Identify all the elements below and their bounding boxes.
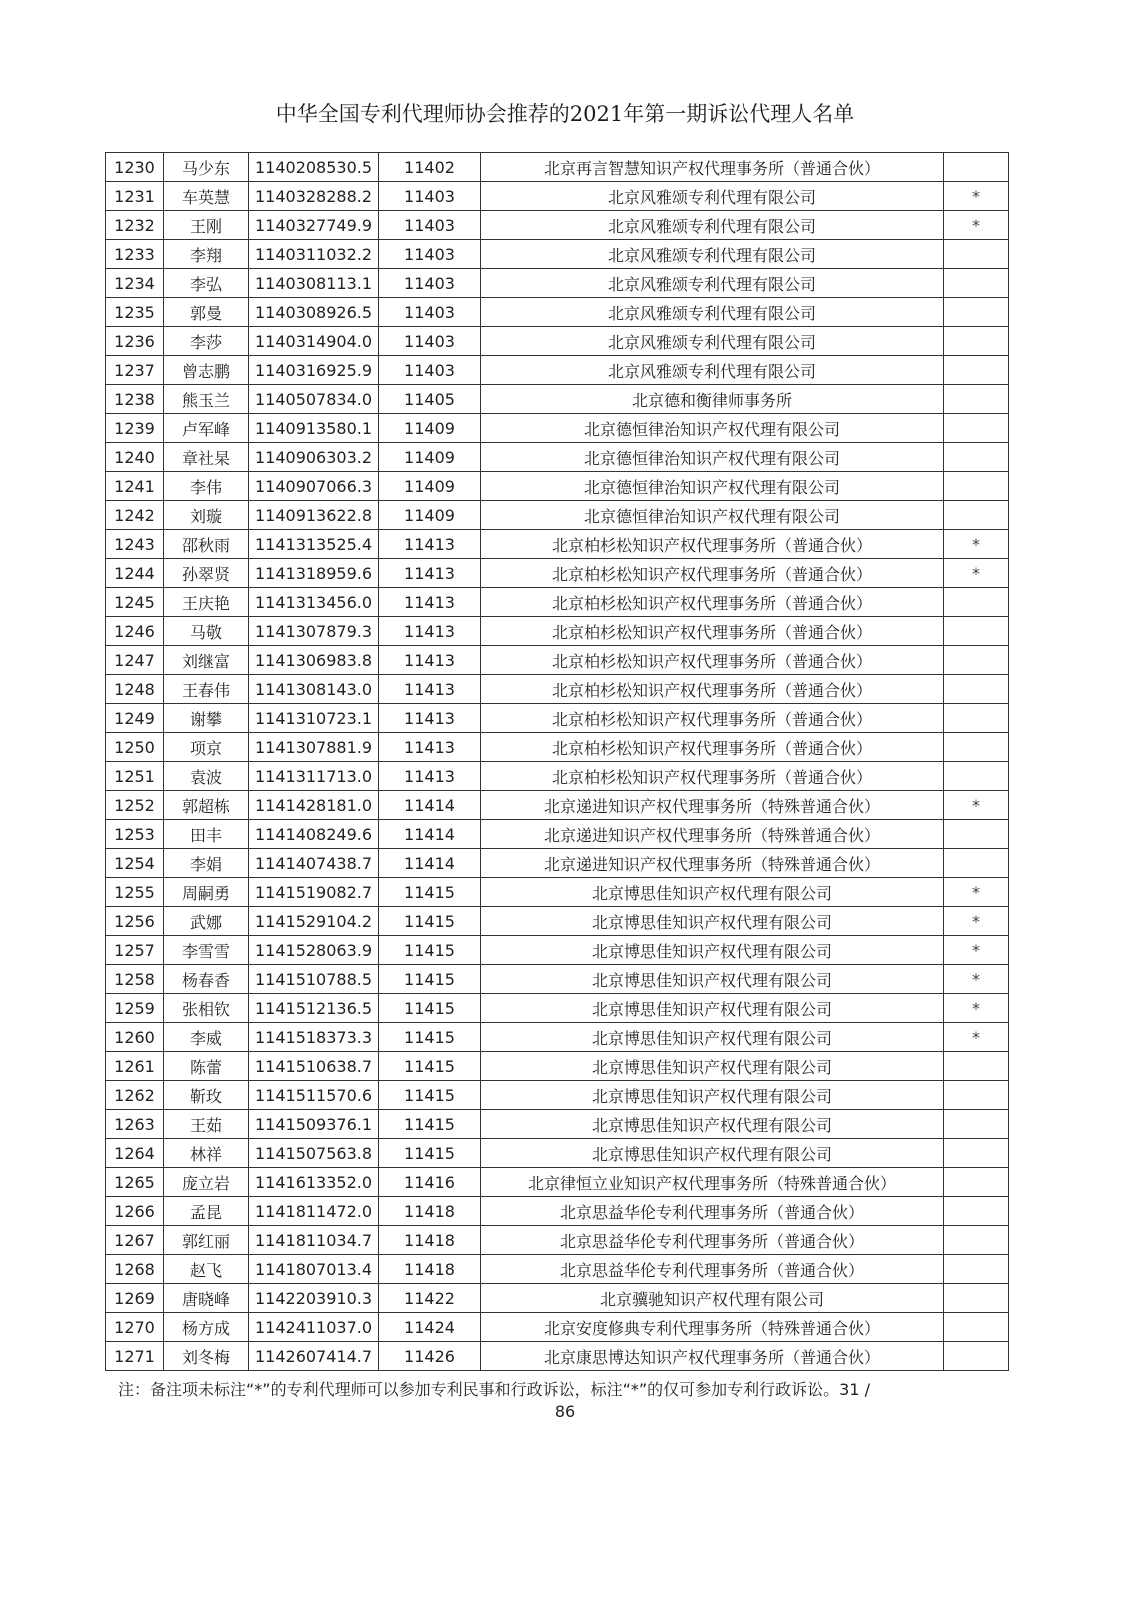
agency-code: 11403 <box>379 182 481 211</box>
agency-name: 北京博思佳知识产权代理有限公司 <box>481 1023 944 1052</box>
certificate-number: 1142203910.3 <box>249 1284 379 1313</box>
table-row <box>106 414 1009 443</box>
row-number: 1256 <box>106 907 164 936</box>
agency-name: 北京柏杉松知识产权代理事务所（普通合伙） <box>481 530 944 559</box>
certificate-number: 1141528063.9 <box>249 936 379 965</box>
row-number: 1241 <box>106 472 164 501</box>
agent-name: 刘冬梅 <box>164 1342 249 1371</box>
table-row <box>106 153 1009 182</box>
agent-name: 李威 <box>164 1023 249 1052</box>
table-row <box>106 1342 1009 1371</box>
certificate-number: 1140311032.2 <box>249 240 379 269</box>
certificate-number: 1141313456.0 <box>249 588 379 617</box>
agent-name: 邵秋雨 <box>164 530 249 559</box>
agency-name: 北京柏杉松知识产权代理事务所（普通合伙） <box>481 733 944 762</box>
certificate-number: 1141428181.0 <box>249 791 379 820</box>
agent-name: 谢攀 <box>164 704 249 733</box>
remark-mark <box>944 327 1009 356</box>
agency-code: 11405 <box>379 385 481 414</box>
agency-name: 北京递进知识产权代理事务所（特殊普通合伙） <box>481 820 944 849</box>
agent-name: 袁波 <box>164 762 249 791</box>
table-row <box>106 559 1009 588</box>
table-row <box>106 588 1009 617</box>
remark-mark <box>944 1255 1009 1284</box>
agency-name: 北京德恒律治知识产权代理有限公司 <box>481 501 944 530</box>
agency-code: 11426 <box>379 1342 481 1371</box>
remark-mark <box>944 385 1009 414</box>
row-number: 1269 <box>106 1284 164 1313</box>
remark-mark <box>944 675 1009 704</box>
agency-code: 11413 <box>379 762 481 791</box>
agent-name: 刘继富 <box>164 646 249 675</box>
agency-code: 11402 <box>379 153 481 182</box>
agency-code: 11409 <box>379 472 481 501</box>
agent-name: 熊玉兰 <box>164 385 249 414</box>
certificate-number: 1140907066.3 <box>249 472 379 501</box>
table-row <box>106 646 1009 675</box>
agency-name: 北京柏杉松知识产权代理事务所（普通合伙） <box>481 617 944 646</box>
agent-name: 李伟 <box>164 472 249 501</box>
agent-name: 杨方成 <box>164 1313 249 1342</box>
agency-name: 北京博思佳知识产权代理有限公司 <box>481 1052 944 1081</box>
remark-mark <box>944 1139 1009 1168</box>
footnote: 注：备注项未标注“*”的专利代理师可以参加专利民事和行政诉讼，标注“*”的仅可参加专利行政诉讼。31 / <box>118 1380 870 1399</box>
agency-code: 11415 <box>379 994 481 1023</box>
certificate-number: 1140314904.0 <box>249 327 379 356</box>
agent-name: 王茹 <box>164 1110 249 1139</box>
agency-name: 北京德恒律治知识产权代理有限公司 <box>481 414 944 443</box>
agency-code: 11415 <box>379 878 481 907</box>
row-number: 1258 <box>106 965 164 994</box>
table-row <box>106 211 1009 240</box>
table-row <box>106 269 1009 298</box>
agency-name: 北京递进知识产权代理事务所（特殊普通合伙） <box>481 849 944 878</box>
agency-code: 11413 <box>379 617 481 646</box>
row-number: 1240 <box>106 443 164 472</box>
row-number: 1248 <box>106 675 164 704</box>
certificate-number: 1141310723.1 <box>249 704 379 733</box>
remark-mark <box>944 1168 1009 1197</box>
table-row <box>106 1255 1009 1284</box>
agent-name: 张相钦 <box>164 994 249 1023</box>
table-row <box>106 1110 1009 1139</box>
remark-mark <box>944 849 1009 878</box>
remark-mark <box>944 704 1009 733</box>
agent-name: 马敬 <box>164 617 249 646</box>
agency-code: 11403 <box>379 269 481 298</box>
agency-code: 11413 <box>379 704 481 733</box>
table-row <box>106 762 1009 791</box>
row-number: 1238 <box>106 385 164 414</box>
table-row <box>106 704 1009 733</box>
table-row <box>106 1168 1009 1197</box>
table-row <box>106 472 1009 501</box>
row-number: 1261 <box>106 1052 164 1081</box>
row-number: 1230 <box>106 153 164 182</box>
remark-mark: * <box>944 936 1009 965</box>
agency-name: 北京骥驰知识产权代理有限公司 <box>481 1284 944 1313</box>
row-number: 1262 <box>106 1081 164 1110</box>
certificate-number: 1140913580.1 <box>249 414 379 443</box>
remark-mark <box>944 646 1009 675</box>
agency-code: 11418 <box>379 1197 481 1226</box>
row-number: 1233 <box>106 240 164 269</box>
table-row <box>106 994 1009 1023</box>
remark-mark <box>944 298 1009 327</box>
agency-name: 北京思益华伦专利代理事务所（普通合伙） <box>481 1226 944 1255</box>
agency-name: 北京风雅颂专利代理有限公司 <box>481 182 944 211</box>
row-number: 1235 <box>106 298 164 327</box>
certificate-number: 1140327749.9 <box>249 211 379 240</box>
agent-name: 郭超栋 <box>164 791 249 820</box>
row-number: 1260 <box>106 1023 164 1052</box>
agency-code: 11418 <box>379 1226 481 1255</box>
agency-code: 11403 <box>379 298 481 327</box>
agency-name: 北京德恒律治知识产权代理有限公司 <box>481 443 944 472</box>
remark-mark <box>944 588 1009 617</box>
agency-code: 11424 <box>379 1313 481 1342</box>
roster-body <box>106 153 1009 1371</box>
row-number: 1237 <box>106 356 164 385</box>
remark-mark <box>944 1110 1009 1139</box>
certificate-number: 1140316925.9 <box>249 356 379 385</box>
table-row <box>106 530 1009 559</box>
table-row <box>106 1139 1009 1168</box>
table-row <box>106 240 1009 269</box>
certificate-number: 1141518373.3 <box>249 1023 379 1052</box>
remark-mark <box>944 472 1009 501</box>
agency-name: 北京博思佳知识产权代理有限公司 <box>481 1139 944 1168</box>
table-row <box>106 1313 1009 1342</box>
agent-name: 郭红丽 <box>164 1226 249 1255</box>
table-row <box>106 820 1009 849</box>
page-total: 86 <box>554 1402 576 1421</box>
row-number: 1231 <box>106 182 164 211</box>
agency-code: 11403 <box>379 327 481 356</box>
remark-mark: * <box>944 530 1009 559</box>
row-number: 1242 <box>106 501 164 530</box>
agent-name: 郭曼 <box>164 298 249 327</box>
certificate-number: 1141407438.7 <box>249 849 379 878</box>
certificate-number: 1141807013.4 <box>249 1255 379 1284</box>
agency-name: 北京律恒立业知识产权代理事务所（特殊普通合伙） <box>481 1168 944 1197</box>
certificate-number: 1141529104.2 <box>249 907 379 936</box>
remark-mark <box>944 269 1009 298</box>
remark-mark <box>944 762 1009 791</box>
certificate-number: 1140906303.2 <box>249 443 379 472</box>
remark-mark <box>944 1313 1009 1342</box>
table-row <box>106 356 1009 385</box>
agency-name: 北京博思佳知识产权代理有限公司 <box>481 907 944 936</box>
remark-mark <box>944 617 1009 646</box>
agency-code: 11413 <box>379 530 481 559</box>
row-number: 1259 <box>106 994 164 1023</box>
row-number: 1239 <box>106 414 164 443</box>
certificate-number: 1140507834.0 <box>249 385 379 414</box>
table-row <box>106 298 1009 327</box>
row-number: 1255 <box>106 878 164 907</box>
agency-code: 11413 <box>379 588 481 617</box>
agent-name: 李莎 <box>164 327 249 356</box>
agency-code: 11416 <box>379 1168 481 1197</box>
table-row <box>106 907 1009 936</box>
table-row <box>106 182 1009 211</box>
agency-code: 11415 <box>379 1052 481 1081</box>
certificate-number: 1141811472.0 <box>249 1197 379 1226</box>
certificate-number: 1141408249.6 <box>249 820 379 849</box>
agent-name: 陈蕾 <box>164 1052 249 1081</box>
agency-code: 11415 <box>379 1110 481 1139</box>
certificate-number: 1141308143.0 <box>249 675 379 704</box>
agency-code: 11414 <box>379 820 481 849</box>
agent-name: 杨春香 <box>164 965 249 994</box>
agency-code: 11414 <box>379 791 481 820</box>
table-row <box>106 878 1009 907</box>
remark-mark <box>944 501 1009 530</box>
table-row <box>106 849 1009 878</box>
table-row <box>106 791 1009 820</box>
agency-name: 北京风雅颂专利代理有限公司 <box>481 240 944 269</box>
agent-name: 田丰 <box>164 820 249 849</box>
agent-name: 赵飞 <box>164 1255 249 1284</box>
certificate-number: 1141306983.8 <box>249 646 379 675</box>
agency-code: 11415 <box>379 936 481 965</box>
table-row <box>106 1023 1009 1052</box>
certificate-number: 1141509376.1 <box>249 1110 379 1139</box>
row-number: 1252 <box>106 791 164 820</box>
row-number: 1245 <box>106 588 164 617</box>
agency-name: 北京风雅颂专利代理有限公司 <box>481 269 944 298</box>
agency-name: 北京柏杉松知识产权代理事务所（普通合伙） <box>481 588 944 617</box>
agency-code: 11413 <box>379 559 481 588</box>
agent-roster-table <box>105 152 1009 1371</box>
agent-name: 曾志鹏 <box>164 356 249 385</box>
certificate-number: 1141519082.7 <box>249 878 379 907</box>
agency-name: 北京博思佳知识产权代理有限公司 <box>481 994 944 1023</box>
remark-mark <box>944 356 1009 385</box>
row-number: 1251 <box>106 762 164 791</box>
agency-name: 北京思益华伦专利代理事务所（普通合伙） <box>481 1197 944 1226</box>
agency-code: 11409 <box>379 414 481 443</box>
agency-name: 北京德和衡律师事务所 <box>481 385 944 414</box>
agent-name: 林祥 <box>164 1139 249 1168</box>
row-number: 1266 <box>106 1197 164 1226</box>
row-number: 1263 <box>106 1110 164 1139</box>
agent-name: 卢军峰 <box>164 414 249 443</box>
agent-name: 庞立岩 <box>164 1168 249 1197</box>
table-row <box>106 1226 1009 1255</box>
agency-code: 11403 <box>379 356 481 385</box>
remark-mark: * <box>944 182 1009 211</box>
remark-mark <box>944 1226 1009 1255</box>
agency-name: 北京博思佳知识产权代理有限公司 <box>481 965 944 994</box>
remark-mark <box>944 153 1009 182</box>
certificate-number: 1141811034.7 <box>249 1226 379 1255</box>
certificate-number: 1141307879.3 <box>249 617 379 646</box>
agent-name: 孟昆 <box>164 1197 249 1226</box>
certificate-number: 1142411037.0 <box>249 1313 379 1342</box>
certificate-number: 1141613352.0 <box>249 1168 379 1197</box>
agency-code: 11422 <box>379 1284 481 1313</box>
agency-code: 11403 <box>379 240 481 269</box>
agency-code: 11415 <box>379 965 481 994</box>
table-row <box>106 1081 1009 1110</box>
agency-code: 11409 <box>379 443 481 472</box>
row-number: 1267 <box>106 1226 164 1255</box>
remark-mark: * <box>944 878 1009 907</box>
agent-name: 章社杲 <box>164 443 249 472</box>
row-number: 1264 <box>106 1139 164 1168</box>
certificate-number: 1140328288.2 <box>249 182 379 211</box>
certificate-number: 1141311713.0 <box>249 762 379 791</box>
remark-mark: * <box>944 907 1009 936</box>
agent-name: 武娜 <box>164 907 249 936</box>
agency-code: 11409 <box>379 501 481 530</box>
agency-name: 北京递进知识产权代理事务所（特殊普通合伙） <box>481 791 944 820</box>
agency-name: 北京风雅颂专利代理有限公司 <box>481 298 944 327</box>
remark-mark <box>944 733 1009 762</box>
remark-mark <box>944 414 1009 443</box>
agency-code: 11415 <box>379 907 481 936</box>
agent-name: 靳玫 <box>164 1081 249 1110</box>
table-row <box>106 733 1009 762</box>
remark-mark <box>944 1052 1009 1081</box>
remark-mark: * <box>944 994 1009 1023</box>
remark-mark <box>944 1081 1009 1110</box>
certificate-number: 1140208530.5 <box>249 153 379 182</box>
table-row <box>106 501 1009 530</box>
agent-name: 李翔 <box>164 240 249 269</box>
certificate-number: 1140308113.1 <box>249 269 379 298</box>
agent-name: 王刚 <box>164 211 249 240</box>
remark-mark <box>944 820 1009 849</box>
certificate-number: 1141318959.6 <box>249 559 379 588</box>
row-number: 1257 <box>106 936 164 965</box>
agent-name: 刘璇 <box>164 501 249 530</box>
table-row <box>106 327 1009 356</box>
certificate-number: 1140308926.5 <box>249 298 379 327</box>
row-number: 1232 <box>106 211 164 240</box>
table-row <box>106 936 1009 965</box>
agency-name: 北京柏杉松知识产权代理事务所（普通合伙） <box>481 704 944 733</box>
agency-name: 北京风雅颂专利代理有限公司 <box>481 327 944 356</box>
table-row <box>106 1197 1009 1226</box>
row-number: 1244 <box>106 559 164 588</box>
agency-name: 北京博思佳知识产权代理有限公司 <box>481 878 944 907</box>
agency-name: 北京再言智慧知识产权代理事务所（普通合伙） <box>481 153 944 182</box>
agent-name: 王春伟 <box>164 675 249 704</box>
row-number: 1270 <box>106 1313 164 1342</box>
agent-name: 李弘 <box>164 269 249 298</box>
agency-code: 11413 <box>379 675 481 704</box>
row-number: 1236 <box>106 327 164 356</box>
agency-code: 11413 <box>379 646 481 675</box>
agency-name: 北京博思佳知识产权代理有限公司 <box>481 1081 944 1110</box>
row-number: 1246 <box>106 617 164 646</box>
certificate-number: 1141510788.5 <box>249 965 379 994</box>
agency-name: 北京思益华伦专利代理事务所（普通合伙） <box>481 1255 944 1284</box>
agency-code: 11415 <box>379 1023 481 1052</box>
remark-mark <box>944 1284 1009 1313</box>
certificate-number: 1141313525.4 <box>249 530 379 559</box>
agency-code: 11414 <box>379 849 481 878</box>
table-row <box>106 1052 1009 1081</box>
table-row <box>106 965 1009 994</box>
agency-name: 北京柏杉松知识产权代理事务所（普通合伙） <box>481 646 944 675</box>
agent-name: 项京 <box>164 733 249 762</box>
table-row <box>106 385 1009 414</box>
agency-name: 北京康思博达知识产权代理事务所（普通合伙） <box>481 1342 944 1371</box>
certificate-number: 1142607414.7 <box>249 1342 379 1371</box>
agent-name: 孙翠贤 <box>164 559 249 588</box>
row-number: 1234 <box>106 269 164 298</box>
agency-code: 11413 <box>379 733 481 762</box>
agency-name: 北京柏杉松知识产权代理事务所（普通合伙） <box>481 675 944 704</box>
certificate-number: 1141512136.5 <box>249 994 379 1023</box>
row-number: 1254 <box>106 849 164 878</box>
remark-mark <box>944 1197 1009 1226</box>
agent-name: 李娟 <box>164 849 249 878</box>
agency-name: 北京博思佳知识产权代理有限公司 <box>481 936 944 965</box>
row-number: 1253 <box>106 820 164 849</box>
agency-name: 北京风雅颂专利代理有限公司 <box>481 211 944 240</box>
table-row <box>106 443 1009 472</box>
table-row <box>106 675 1009 704</box>
remark-mark: * <box>944 965 1009 994</box>
agency-code: 11418 <box>379 1255 481 1284</box>
agency-code: 11415 <box>379 1139 481 1168</box>
agent-name: 马少东 <box>164 153 249 182</box>
page-title: 中华全国专利代理师协会推荐的2021年第一期诉讼代理人名单 <box>275 102 855 126</box>
table-row <box>106 1284 1009 1313</box>
certificate-number: 1141511570.6 <box>249 1081 379 1110</box>
certificate-number: 1141507563.8 <box>249 1139 379 1168</box>
agent-name: 唐晓峰 <box>164 1284 249 1313</box>
agent-name: 车英慧 <box>164 182 249 211</box>
remark-mark: * <box>944 1023 1009 1052</box>
remark-mark: * <box>944 559 1009 588</box>
row-number: 1268 <box>106 1255 164 1284</box>
certificate-number: 1140913622.8 <box>249 501 379 530</box>
row-number: 1247 <box>106 646 164 675</box>
agency-name: 北京博思佳知识产权代理有限公司 <box>481 1110 944 1139</box>
agency-name: 北京柏杉松知识产权代理事务所（普通合伙） <box>481 762 944 791</box>
agent-name: 周嗣勇 <box>164 878 249 907</box>
row-number: 1249 <box>106 704 164 733</box>
agency-name: 北京安度修典专利代理事务所（特殊普通合伙） <box>481 1313 944 1342</box>
row-number: 1250 <box>106 733 164 762</box>
row-number: 1243 <box>106 530 164 559</box>
agency-code: 11415 <box>379 1081 481 1110</box>
agency-name: 北京德恒律治知识产权代理有限公司 <box>481 472 944 501</box>
remark-mark: * <box>944 791 1009 820</box>
row-number: 1271 <box>106 1342 164 1371</box>
agency-name: 北京风雅颂专利代理有限公司 <box>481 356 944 385</box>
agent-name: 李雪雪 <box>164 936 249 965</box>
row-number: 1265 <box>106 1168 164 1197</box>
remark-mark <box>944 1342 1009 1371</box>
remark-mark <box>944 443 1009 472</box>
agency-name: 北京柏杉松知识产权代理事务所（普通合伙） <box>481 559 944 588</box>
certificate-number: 1141307881.9 <box>249 733 379 762</box>
agency-code: 11403 <box>379 211 481 240</box>
remark-mark: * <box>944 211 1009 240</box>
agent-name: 王庆艳 <box>164 588 249 617</box>
remark-mark <box>944 240 1009 269</box>
certificate-number: 1141510638.7 <box>249 1052 379 1081</box>
table-row <box>106 617 1009 646</box>
